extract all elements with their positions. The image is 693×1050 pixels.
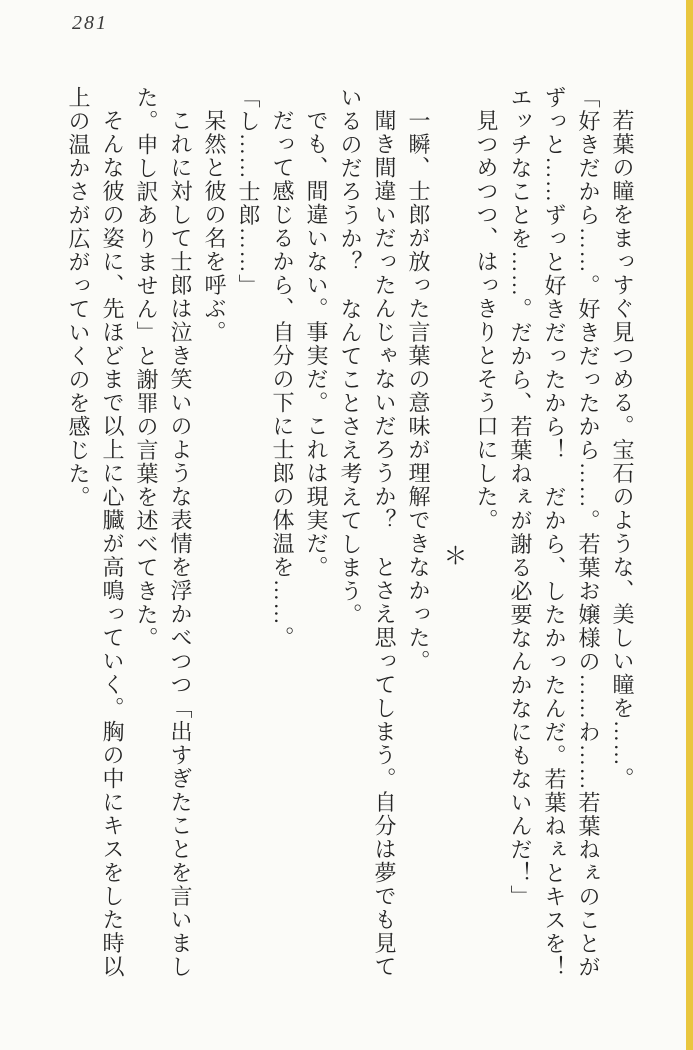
text-line: そんな彼の姿に、先ほどまで以上に心臓が高鳴っていく。胸の中にキスをした時以 bbox=[100, 109, 125, 979]
text-line: 聞き間違いだったんじゃないだろうか？ とさえ思ってしまう。自分は夢でも見て bbox=[372, 109, 397, 979]
text-line: いるのだろうか？ なんてことさえ考えてしまう。 bbox=[338, 86, 363, 627]
text-line: 見つめつつ、はっきりとそう口にした。 bbox=[474, 109, 499, 532]
text-line: 「好きだから……。好きだったから……。若葉お嬢様の……わ……若葉ねぇのことが bbox=[576, 86, 601, 979]
text-line: 上の温かさが広がっていくのを感じた。 bbox=[66, 86, 91, 509]
page-number: 281 bbox=[72, 12, 108, 34]
text-line: だって感じるから、自分の下に士郎の体温を……。 bbox=[270, 109, 295, 650]
text-line: 一瞬、士郎が放った言葉の意味が理解できなかった。 bbox=[406, 109, 431, 673]
text-line: 「し……士郎……」 bbox=[236, 86, 261, 298]
text-line: ずっと……ずっと好きだったから！ だから、したかったんだ。若葉ねぇとキスを！ bbox=[542, 86, 567, 979]
page-edge-stripe bbox=[686, 0, 693, 1050]
text-line: た。申し訳ありません」と謝罪の言葉を述べてきた。 bbox=[134, 86, 159, 650]
text-line: でも、間違いない。事実だ。これは現実だ。 bbox=[304, 109, 329, 579]
text-line: 若葉の瞳をまっすぐ見つめる。宝石のような、美しい瞳を……。 bbox=[610, 109, 635, 791]
text-line: ＊ bbox=[439, 543, 465, 567]
text-line: 呆然と彼の名を呼ぶ。 bbox=[202, 109, 227, 344]
vertical-text-body bbox=[25, 86, 639, 1024]
text-line: これに対して士郎は泣き笑いのような表情を浮かべつつ「出すぎたことを言いまし bbox=[168, 109, 193, 979]
text-line: エッチなことを……。だから、若葉ねぇが謝る必要なんかなにもないんだ！」 bbox=[508, 86, 533, 909]
